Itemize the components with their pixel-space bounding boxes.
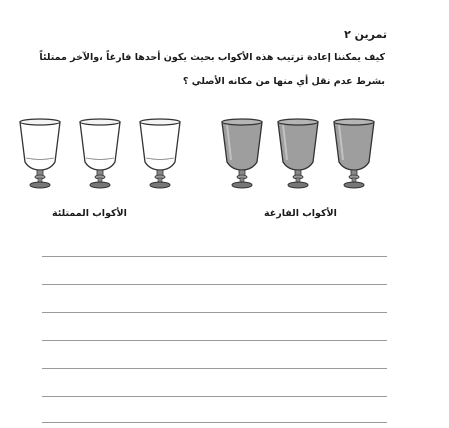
clear-glass-3 (137, 116, 183, 190)
question-text-line-1: كيف يمكننا إعادة ترتيب هذه الأكواب بحيث يكون أحدها فارغاً ،والآخر ممتلئاً (39, 52, 385, 63)
question-text-line-2: بشرط عدم نقل أي منها من مكانه الأصلي ؟ (182, 76, 385, 87)
filled-glasses-label: الأكواب الممتلئة (52, 208, 127, 219)
empty-glasses-label: الأكواب الفارغة (264, 208, 337, 219)
answer-line-2 (42, 284, 387, 285)
answer-line-1 (42, 256, 387, 257)
answer-line-4 (42, 340, 387, 341)
exercise-title: تمرين ٢ (344, 28, 387, 41)
filled-glass-3 (331, 116, 377, 190)
filled-glass-2 (275, 116, 321, 190)
answer-line-7 (42, 422, 387, 423)
answer-line-6 (42, 396, 387, 397)
clear-glass-1 (17, 116, 63, 190)
answer-line-5 (42, 368, 387, 369)
filled-glass-1 (219, 116, 265, 190)
clear-glass-2 (77, 116, 123, 190)
answer-line-3 (42, 312, 387, 313)
